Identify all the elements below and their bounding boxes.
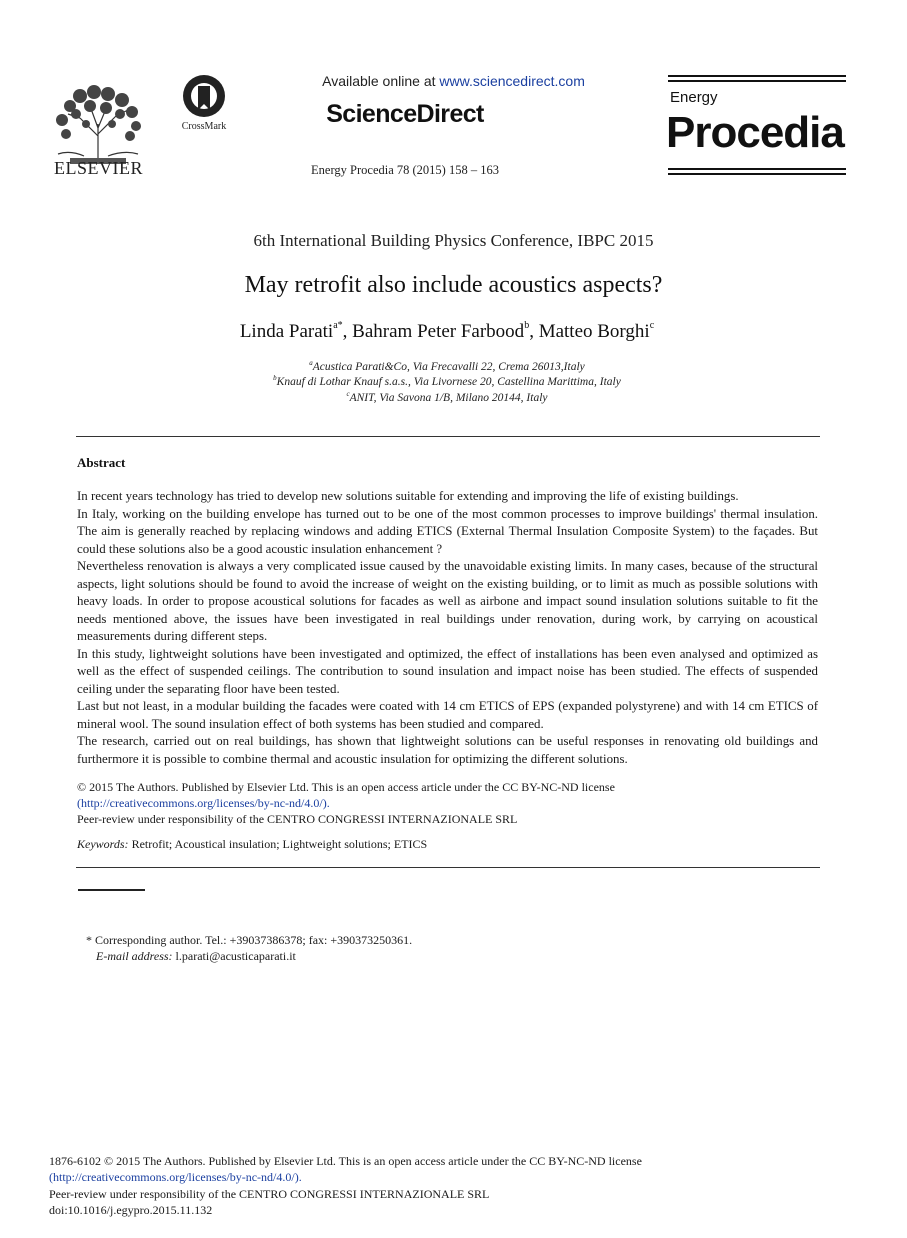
peer-review-text: Peer-review under responsibility of the CENTRO CONGRESSI INTERNAZIONALE SRL: [77, 812, 518, 826]
corresponding-author-footnote: [86, 932, 412, 964]
elsevier-wordmark: ELSEVIER: [54, 158, 143, 178]
license-text: © 2015 The Authors. Published by Elsevier Ltd. This is an open access article under the CC BY-NC-ND license: [77, 780, 615, 794]
author-name: Bahram Peter Farbood: [352, 321, 525, 342]
paper-title: May retrofit also include acoustics aspects?: [244, 272, 663, 298]
journal-small-title: Energy: [670, 89, 718, 106]
bottom-info: [49, 1153, 749, 1218]
abstract-paragraph: In recent years technology has tried to develop new solutions suitable for extending and improving the life of existing buildings.: [77, 489, 739, 503]
bottom-peer-review: Peer-review under responsibility of the CENTRO CONGRESSI INTERNAZIONALE SRL: [49, 1186, 490, 1201]
author-sup: c: [649, 320, 655, 331]
corresponding-author: * Corresponding author. Tel.: +39037386378; fax: +390373250361.: [86, 933, 413, 947]
author-sup: b: [524, 320, 530, 331]
journal-big-title: Procedia: [666, 108, 844, 157]
abstract-paragraph: In this study, lightweight solutions have been investigated and optimized, the effect of installations has been even analysed and optimized as well as the effect of suspended ceilings. The contribution to sound insulation and impact noise has been studied. The effects of suspended ceiling under the separating floor have been tested.: [77, 646, 818, 696]
doi[interactable]: doi:10.1016/j.egypro.2015.11.132: [49, 1202, 213, 1217]
license-link[interactable]: (http://creativecommons.org/licenses/by-nc-nd/4.0/).: [77, 796, 330, 810]
abstract-top-rule: [76, 436, 820, 437]
affiliation: $^a$Acustica Parati&Co, Via Frecavalli 22, Crema 26013,Italy: [309, 359, 585, 373]
author-list: Linda Parati$^{a*}$, Bahram Peter Farbood$^b$, Matteo Borghi$^c$: [239, 320, 655, 342]
keywords-list: Retrofit; Acoustical insulation; Lightweight solutions; ETICS: [128, 837, 428, 851]
author-name: Matteo Borghi: [538, 321, 650, 342]
email-label: E-mail address:: [96, 949, 173, 963]
procedia-top-rule: [668, 75, 846, 77]
procedia-bottom-rule-2: [668, 173, 846, 175]
sciencedirect-logo: ScienceDirect: [326, 100, 484, 128]
abstract-paragraph: The research, carried out on real buildings, has shown that lightweight solutions can be useful responses in renovating old buildings and furthermore it is possible to combine thermal and acoustic insulation for optimizing the different solutions.: [77, 734, 818, 766]
author-name: Linda Parati: [239, 321, 334, 342]
conference-name: 6th International Building Physics Conference, IBPC 2015: [253, 231, 654, 250]
abstract-paragraph: Nevertheless renovation is always a very complicated issue caused by the unavoidable existing limits. In many cases, because of the structural aspects, light solutions should be found to avoid the increase of weight on the existing building, or to limit as much as possible solutions with heavy loads. In order to propose acoustical solutions for facades as well as airbone and impact sound insulation solutions suitable to fit the needs mentioned above, the issues have been investigated in real buildings under renovation, during work, by carrying on acoustical measurements during different steps.: [77, 559, 818, 643]
procedia-bottom-rule: [668, 168, 846, 170]
keywords-line: [77, 837, 427, 852]
available-prefix: Available online at: [322, 73, 440, 89]
crossmark-label: CrossMark: [181, 121, 227, 132]
affiliation: $^b$Knauf di Lothar Knauf s.a.s., Via Livornese 20, Castellina Marittima, Italy: [273, 374, 621, 388]
abstract-paragraph: In Italy, working on the building envelope has turned out to be one of the most common processes to improve buildings' thermal insulation. The aim is generally reached by replacing windows and adding ETICS (External Thermal Insulation Composite System) to the façades. But could these solutions also be a good acoustic insulation enhancement ?: [77, 506, 818, 556]
bottom-license-link[interactable]: (http://creativecommons.org/licenses/by-nc-nd/4.0/).: [49, 1170, 302, 1185]
affiliation: $^c$ANIT, Via Savona 1/B, Milano 20144, Italy: [346, 390, 548, 404]
abstract-paragraph: Last but not least, in a modular building the facades were coated with 14 cm ETICS of EPS (expanded polystyrene) and with 14 cm ETICS of mineral wool. The sound insulation effect of both systems has been studied and compared.: [77, 699, 818, 731]
abstract-heading: Abstract: [77, 455, 126, 470]
journal-reference: Energy Procedia 78 (2015) 158 – 163: [311, 163, 499, 177]
footnote-rule: [78, 889, 145, 891]
email-address[interactable]: l.parati@acusticaparati.it: [172, 949, 296, 963]
abstract-body: [77, 488, 818, 768]
sciencedirect-link[interactable]: www.sciencedirect.com: [439, 73, 585, 89]
abstract-bottom-rule: [76, 867, 820, 868]
license-block: [77, 779, 818, 827]
procedia-top-rule-2: [668, 80, 846, 82]
keywords-label: Keywords:: [77, 837, 129, 851]
author-sup: a*: [333, 320, 343, 331]
issn-license: 1876-6102 © 2015 The Authors. Published by Elsevier Ltd. This is an open access article under the CC BY-NC-ND license: [49, 1154, 642, 1168]
